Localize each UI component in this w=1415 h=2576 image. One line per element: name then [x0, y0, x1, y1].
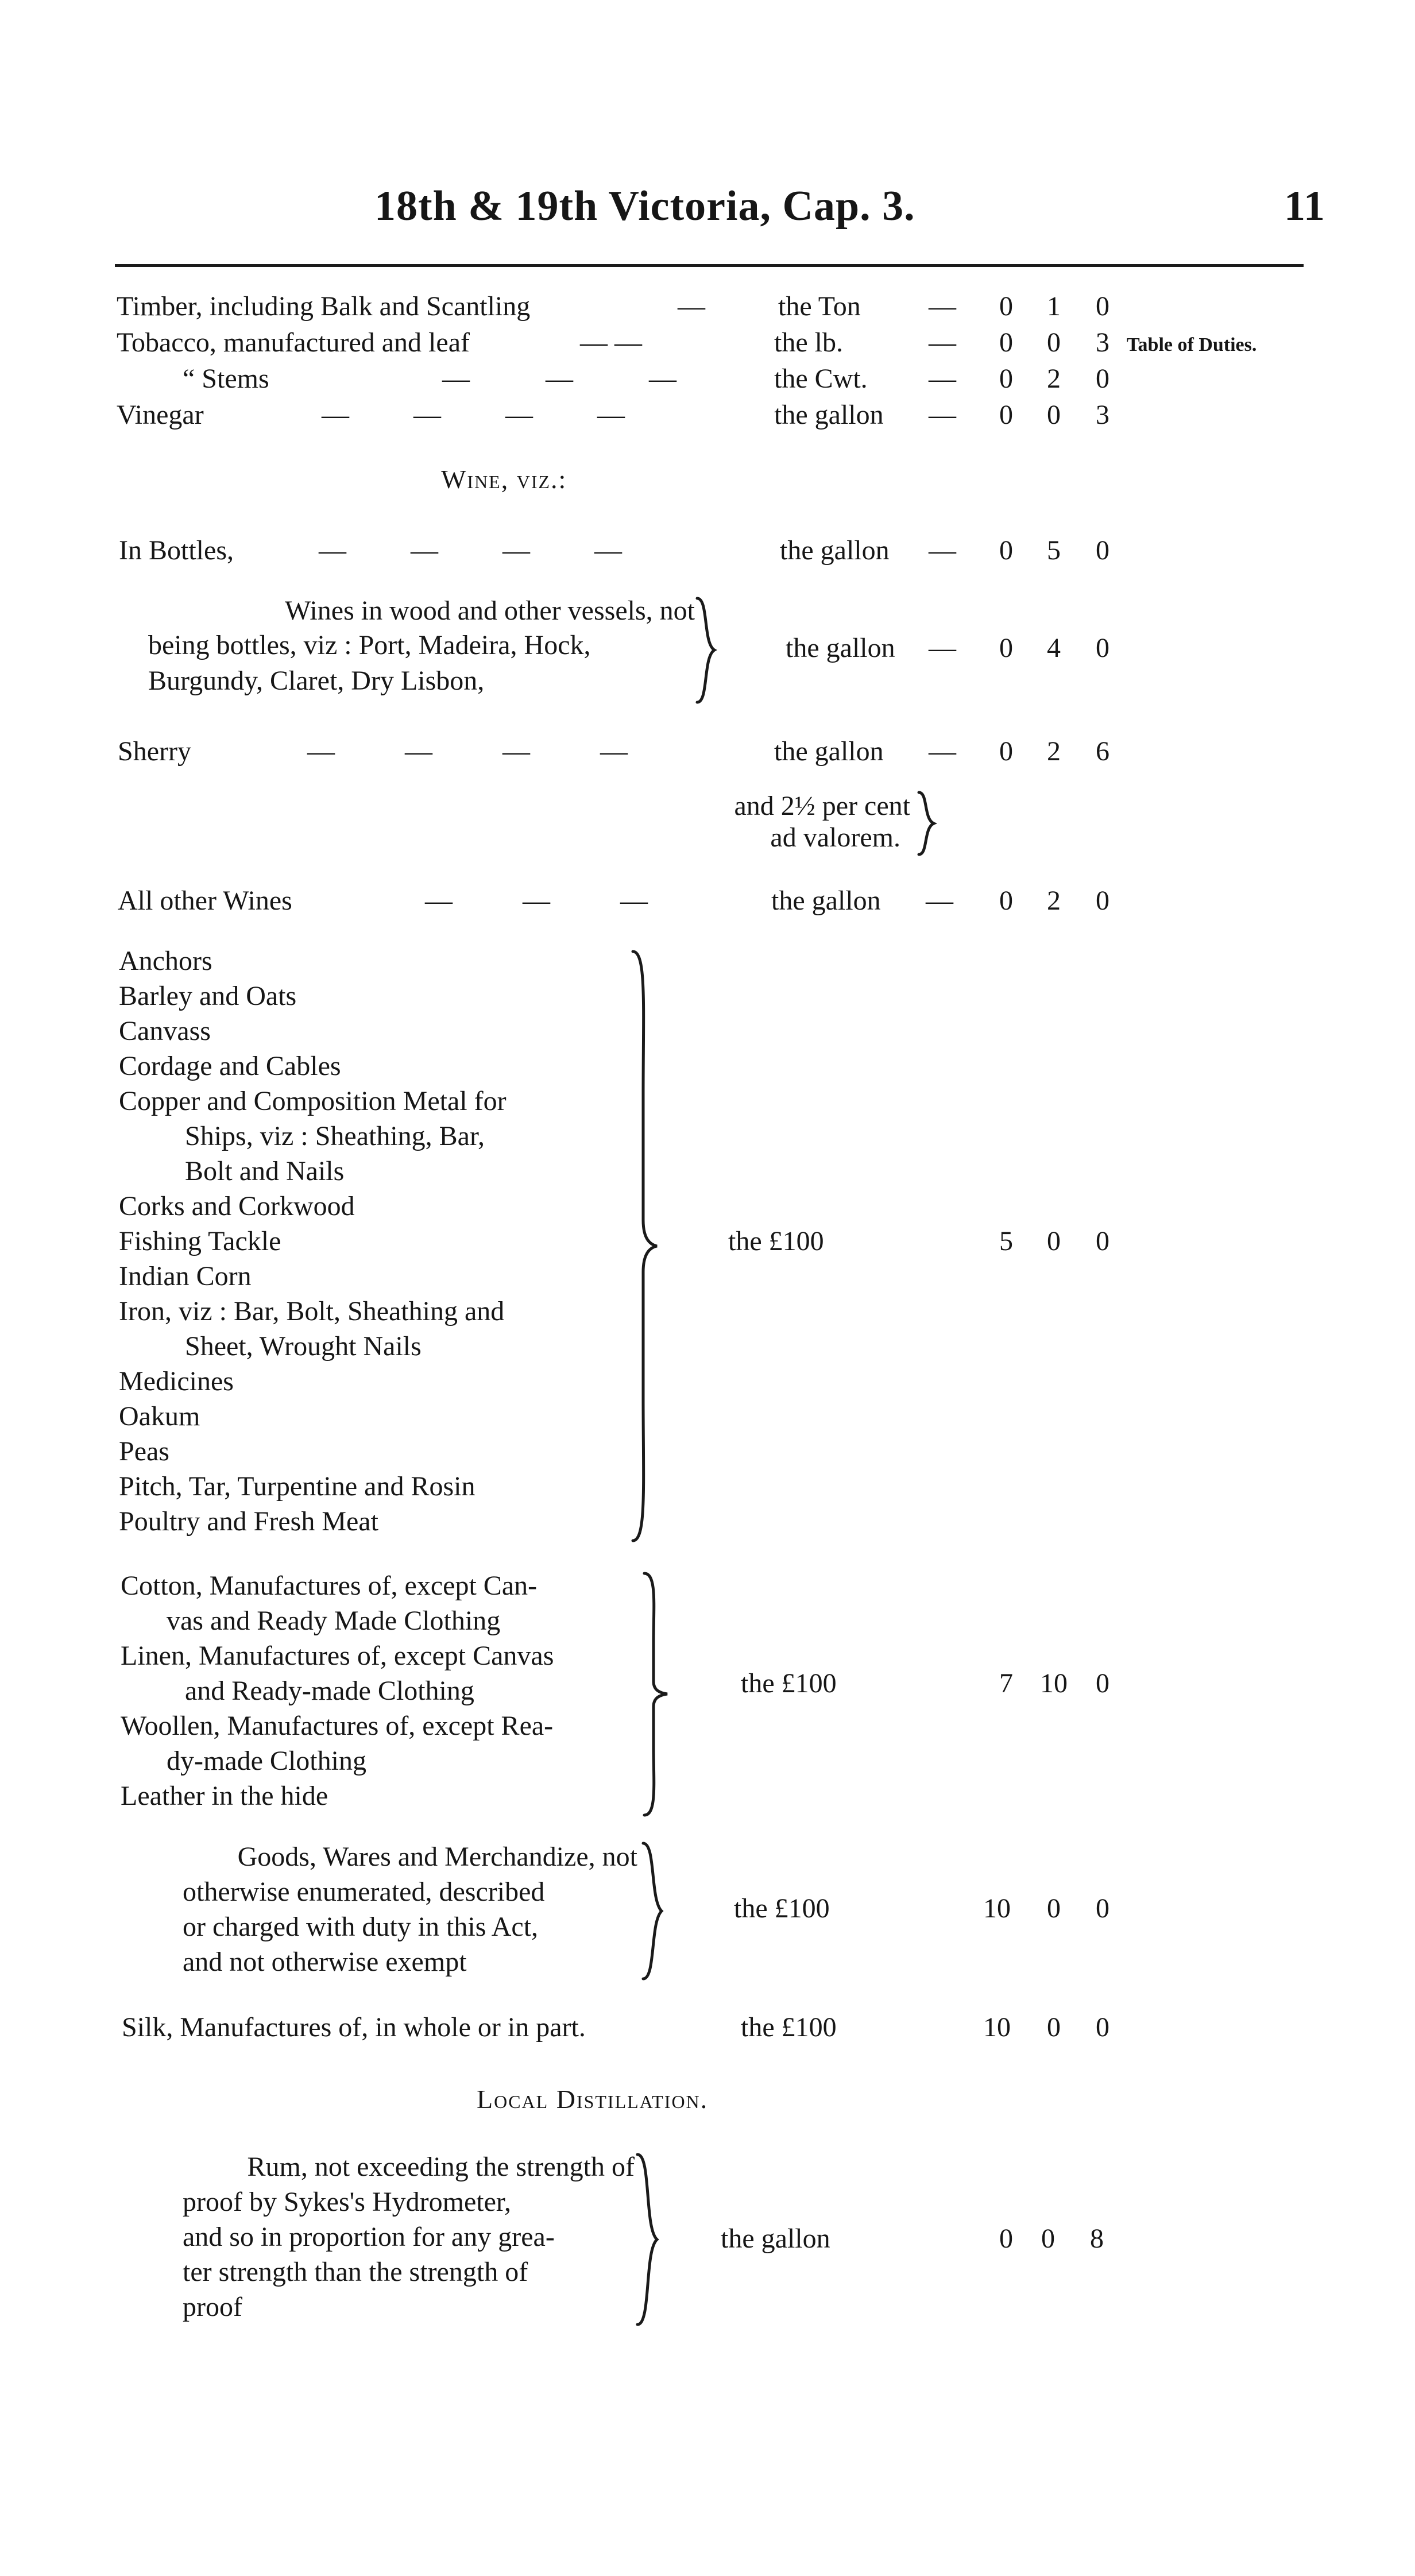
bottles-unit: the gallon: [780, 535, 890, 566]
stems-shillings: 2: [1047, 363, 1061, 394]
five-item-8: Corks and Corkwood: [119, 1191, 355, 1221]
bottles-dash: —: [929, 535, 956, 566]
vinegar-dashes: — — — —: [322, 400, 625, 430]
rum-item-5: proof: [183, 2292, 242, 2322]
five-item-17: Poultry and Fresh Meat: [119, 1506, 378, 1537]
seven-pence: 0: [1096, 1668, 1109, 1699]
wood-line-3: Burgundy, Claret, Dry Lisbon,: [148, 666, 485, 696]
header-rule: [115, 264, 1304, 267]
tobacco-pounds: 0: [999, 327, 1013, 358]
stems-dashes: — — —: [442, 363, 676, 394]
five-item-3: Canvass: [119, 1016, 211, 1046]
vinegar-dash: —: [929, 400, 956, 430]
five-item-16: Pitch, Tar, Turpentine and Rosin: [119, 1471, 475, 1502]
goods-shillings: 0: [1047, 1893, 1061, 1924]
stems-item: “ Stems: [183, 363, 269, 394]
five-pounds: 5: [999, 1226, 1013, 1256]
five-item-9: Fishing Tackle: [119, 1226, 281, 1256]
bottles-pounds: 0: [999, 535, 1013, 566]
other-wines-pounds: 0: [999, 885, 1013, 916]
seven-pounds: 7: [999, 1668, 1013, 1699]
rum-item-1: Rum, not exceeding the strength of: [247, 2152, 635, 2182]
seven-unit: the £100: [741, 1668, 837, 1699]
seven-item-1: Cotton, Manufactures of, except Can-: [121, 1571, 538, 1601]
seven-brace: [643, 1572, 672, 1816]
timber-item: Timber, including Balk and Scantling: [117, 291, 531, 322]
other-wines-unit: the gallon: [771, 885, 881, 916]
vinegar-unit: the gallon: [774, 400, 884, 430]
wood-dash: —: [929, 633, 956, 663]
sherry-dash: —: [929, 736, 956, 767]
stems-unit: the Cwt.: [774, 363, 868, 394]
other-wines-shillings: 2: [1047, 885, 1061, 916]
seven-item-2: vas and Ready Made Clothing: [167, 1606, 501, 1636]
timber-pence: 0: [1096, 291, 1109, 322]
wood-brace: [696, 597, 719, 703]
rum-item-3: and so in proportion for any grea-: [183, 2222, 555, 2252]
sherry-pounds: 0: [999, 736, 1013, 767]
seven-item-3: Linen, Manufactures of, except Canvas: [121, 1641, 554, 1671]
sherry-dashes: — — — —: [307, 736, 628, 767]
five-item-11: Iron, viz : Bar, Bolt, Sheathing and: [119, 1296, 505, 1326]
five-shillings: 0: [1047, 1226, 1061, 1256]
silk-shillings: 0: [1047, 2012, 1061, 2043]
wood-shillings: 4: [1047, 633, 1061, 663]
bottles-pence: 0: [1096, 535, 1109, 566]
side-note: Table of Duties.: [1127, 334, 1257, 355]
tobacco-unit: the lb.: [774, 327, 843, 358]
timber-unit: the Ton: [778, 291, 861, 322]
five-item-5: Copper and Composition Metal for: [119, 1086, 507, 1116]
timber-shillings: 1: [1047, 291, 1061, 322]
wine-heading: Wine, viz.:: [441, 465, 567, 494]
sherry-item: Sherry: [118, 736, 191, 767]
sherry-pence: 6: [1096, 736, 1109, 767]
rum-unit: the gallon: [721, 2223, 830, 2254]
five-brace: [632, 950, 660, 1542]
sherry-extra-2: ad valorem.: [770, 822, 900, 853]
rum-item-4: ter strength than the strength of: [183, 2257, 528, 2287]
wood-line-2: being bottles, viz : Port, Madeira, Hock,: [148, 630, 591, 660]
tobacco-shillings: 0: [1047, 327, 1061, 358]
tobacco-dashes: — —: [580, 327, 642, 358]
page-number: 11: [1284, 183, 1325, 230]
goods-unit: the £100: [734, 1893, 830, 1924]
stems-dash: —: [929, 363, 956, 394]
five-item-15: Peas: [119, 1436, 169, 1467]
silk-pounds: 10: [983, 2012, 1011, 2043]
five-item-1: Anchors: [119, 946, 212, 976]
wood-unit: the gallon: [786, 633, 895, 663]
rum-shillings: 0: [1041, 2223, 1055, 2254]
timber-dashes: —: [678, 291, 705, 322]
five-item-7: Bolt and Nails: [185, 1156, 345, 1186]
wood-line-1: Wines in wood and other vessels, not: [285, 595, 695, 626]
seven-shillings: 10: [1040, 1668, 1068, 1699]
stems-pence: 0: [1096, 363, 1109, 394]
sherry-extra-1: and 2½ per cent: [734, 791, 910, 821]
bottles-item: In Bottles,: [119, 535, 234, 566]
five-unit: the £100: [728, 1226, 824, 1256]
sherry-unit: the gallon: [774, 736, 884, 767]
other-wines-dash: —: [926, 885, 953, 916]
sherry-brace: [918, 791, 937, 856]
local-distillation-heading: Local Distillation.: [477, 2084, 709, 2114]
rum-item-2: proof by Sykes's Hydrometer,: [183, 2187, 511, 2217]
five-item-6: Ships, viz : Sheathing, Bar,: [185, 1121, 485, 1151]
silk-unit: the £100: [741, 2012, 837, 2043]
goods-item-2: otherwise enumerated, described: [183, 1877, 545, 1907]
vinegar-pence: 3: [1096, 400, 1109, 430]
seven-item-5: Woollen, Manufactures of, except Rea-: [121, 1711, 554, 1741]
other-wines-item: All other Wines: [118, 885, 292, 916]
page-title: 18th & 19th Victoria, Cap. 3.: [374, 183, 915, 230]
seven-item-6: dy-made Clothing: [167, 1746, 366, 1776]
seven-item-7: Leather in the hide: [121, 1781, 328, 1811]
five-item-13: Medicines: [119, 1366, 234, 1397]
goods-item-1: Goods, Wares and Merchandize, not: [237, 1842, 637, 1872]
seven-item-4: and Ready-made Clothing: [185, 1676, 474, 1706]
goods-item-4: and not otherwise exempt: [183, 1947, 467, 1977]
rum-brace: [636, 2153, 662, 2326]
goods-pounds: 10: [983, 1893, 1011, 1924]
rum-pence: 8: [1090, 2223, 1104, 2254]
tobacco-pence: 3: [1096, 327, 1109, 358]
vinegar-pounds: 0: [999, 400, 1013, 430]
five-pence: 0: [1096, 1226, 1109, 1256]
other-wines-pence: 0: [1096, 885, 1109, 916]
goods-brace: [642, 1842, 666, 1980]
sherry-shillings: 2: [1047, 736, 1061, 767]
tobacco-dash: —: [929, 327, 956, 358]
vinegar-item: Vinegar: [117, 400, 204, 430]
stems-pounds: 0: [999, 363, 1013, 394]
wood-pounds: 0: [999, 633, 1013, 663]
five-item-10: Indian Corn: [119, 1261, 252, 1291]
timber-pounds: 0: [999, 291, 1013, 322]
tobacco-item: Tobacco, manufactured and leaf: [117, 327, 470, 358]
five-item-2: Barley and Oats: [119, 981, 297, 1011]
other-wines-dashes: — — —: [425, 885, 648, 916]
silk-item: Silk, Manufactures of, in whole or in part.: [122, 2012, 586, 2043]
five-item-14: Oakum: [119, 1401, 200, 1432]
vinegar-shillings: 0: [1047, 400, 1061, 430]
wood-pence: 0: [1096, 633, 1109, 663]
bottles-shillings: 5: [1047, 535, 1061, 566]
goods-item-3: or charged with duty in this Act,: [183, 1912, 539, 1942]
timber-dash: —: [929, 291, 956, 322]
goods-pence: 0: [1096, 1893, 1109, 1924]
five-item-4: Cordage and Cables: [119, 1051, 341, 1081]
bottles-dashes: — — — —: [319, 535, 622, 566]
silk-pence: 0: [1096, 2012, 1109, 2043]
five-item-12: Sheet, Wrought Nails: [185, 1331, 422, 1362]
rum-pounds: 0: [999, 2223, 1013, 2254]
